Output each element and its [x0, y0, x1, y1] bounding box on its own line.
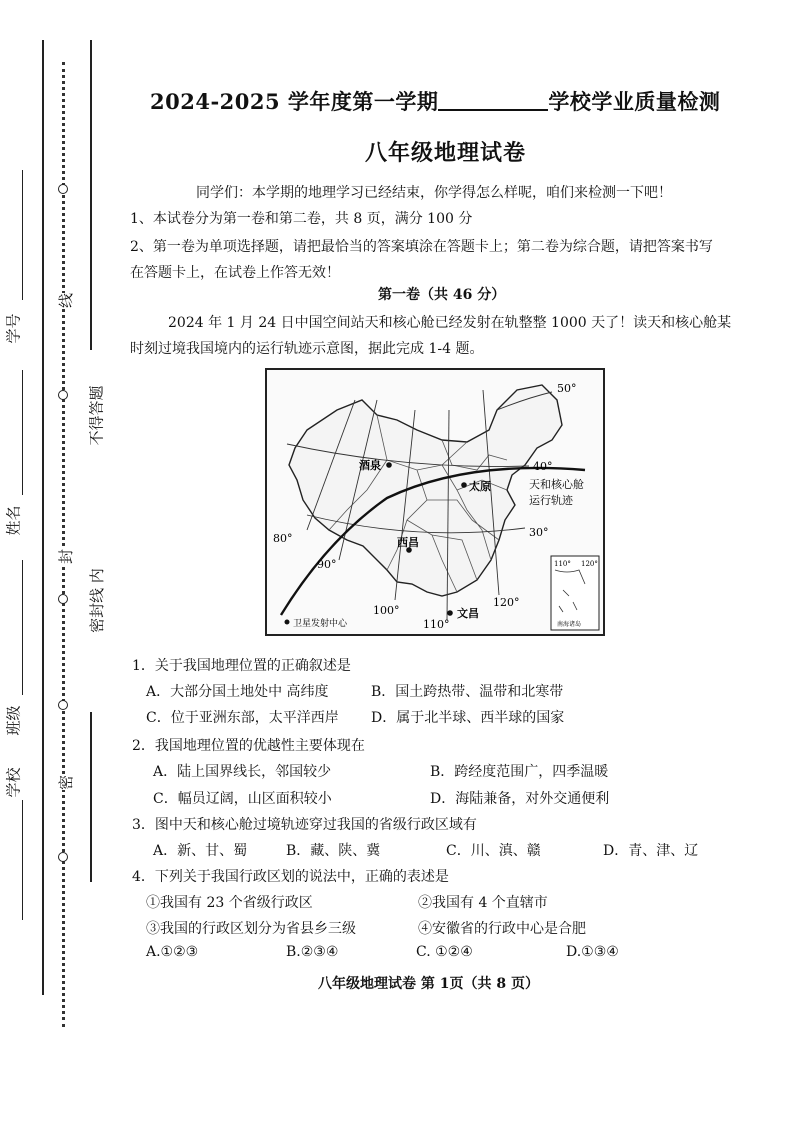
class-blank[interactable] — [22, 560, 23, 695]
binding-border-line — [42, 40, 44, 995]
binding-inner-line-bottom — [90, 712, 92, 882]
name-label: 姓名 — [4, 505, 23, 536]
student-id-blank[interactable] — [22, 170, 23, 300]
question-4-statement-2: ②我国有 4 个直辖市 — [418, 895, 548, 911]
seal-circle — [58, 852, 68, 862]
inset-120-label: 120° — [581, 560, 598, 568]
question-4-statement-4: ④安徽省的行政中心是合肥 — [418, 921, 586, 937]
class-label: 班级 — [4, 705, 23, 736]
seal-char-xian: 线 — [57, 292, 76, 309]
question-3-option-b[interactable]: B．藏、陕、冀 — [286, 843, 381, 859]
seal-circle — [58, 594, 68, 604]
school-label: 学校 — [4, 767, 23, 798]
taiyuan-site-marker — [461, 482, 467, 488]
question-4-option-b[interactable]: B.②③④ — [286, 944, 339, 960]
question-1-option-c[interactable]: C．位于亚洲东部，太平洋西岸 — [146, 710, 339, 726]
lon-110-label: 110° — [423, 618, 450, 631]
exam-title — [150, 86, 750, 116]
question-4-statement-3: ③我国的行政区划分为省县乡三级 — [146, 921, 356, 937]
seal-circle — [58, 390, 68, 400]
lat-30-label: 30° — [529, 526, 549, 539]
exam-title-right: 学校学业质量检测 — [548, 89, 721, 114]
inside-seal-line-notice: 密封线 内 — [87, 568, 106, 633]
school-name-blank[interactable] — [438, 91, 548, 111]
question-4-option-c[interactable]: C. ①②④ — [416, 944, 473, 960]
question-4-statement-1: ①我国有 23 个省级行政区 — [146, 895, 313, 911]
question-2-option-d[interactable]: D．海陆兼备，对外交通便利 — [430, 791, 610, 807]
question-4-option-a[interactable]: A.①②③ — [146, 944, 199, 960]
lon-120-label: 120° — [493, 596, 520, 609]
intro-note-2-line-1: 2、第一卷为单项选择题，请把最恰当的答案填涂在答题卡上；第二卷为综合题，请把答案书写 — [130, 239, 713, 255]
xichang-label: 西昌 — [397, 536, 419, 549]
binding-inner-line-top — [90, 40, 92, 350]
section-stem-line-2: 时刻过境我国境内的运行轨迹示意图，据此完成 1-4 题。 — [130, 341, 484, 357]
question-3-stem: 3．图中天和核心舱过境轨迹穿过我国的省级行政区域有 — [132, 817, 477, 833]
exam-subtitle: 八年级地理试卷 — [365, 140, 527, 166]
seal-circle — [58, 184, 68, 194]
lat-50-label: 50° — [557, 382, 577, 395]
taiyuan-label: 太原 — [469, 480, 491, 493]
lon-100-label: 100° — [373, 604, 400, 617]
question-1-stem: 1．关于我国地理位置的正确叙述是 — [132, 658, 351, 674]
inset-caption: 南海诸岛 — [557, 621, 582, 628]
wenchang-site-marker — [447, 610, 453, 616]
student-id-label: 学号 — [4, 313, 23, 344]
question-2-option-c[interactable]: C．幅员辽阔，山区面积较小 — [153, 791, 332, 807]
question-1-option-a[interactable]: A．大部分国土地处中 高纬度 — [146, 684, 329, 700]
intro-note-2-line-2: 在答题卡上，在试卷上作答无效！ — [130, 265, 340, 281]
question-2-option-b[interactable]: B．跨经度范围广，四季温暖 — [430, 764, 609, 780]
exam-title-left: 2024-2025 学年度第一学期 — [150, 89, 439, 114]
orbit-map-svg — [267, 370, 603, 634]
lat-40-label: 40° — [533, 460, 553, 473]
question-4-option-d[interactable]: D.①③④ — [566, 944, 619, 960]
section-stem-line-1: 2024 年 1 月 24 日中国空间站天和核心舱已经发射在轨整整 1000 天了！读天和核心舱某 — [168, 315, 732, 331]
wenchang-label: 文昌 — [457, 607, 479, 620]
question-2-option-a[interactable]: A．陆上国界线长，邻国较少 — [153, 764, 332, 780]
question-1-option-d[interactable]: D．属于北半球、西半球的国家 — [371, 710, 565, 726]
question-3-option-a[interactable]: A．新、甘、蜀 — [153, 843, 248, 859]
jiuquan-label: 酒泉 — [359, 459, 381, 472]
name-blank[interactable] — [22, 370, 23, 495]
question-4-stem: 4．下列关于我国行政区划的说法中，正确的表述是 — [132, 869, 449, 885]
orbit-label-line-2: 运行轨迹 — [529, 494, 573, 507]
intro-greeting: 同学们：本学期的地理学习已经结束，你学得怎么样呢，咱们来检测一下吧！ — [196, 185, 672, 201]
legend-label: 卫星发射中心 — [293, 619, 348, 629]
orbit-map — [265, 368, 605, 636]
question-3-option-c[interactable]: C．川、滇、赣 — [446, 843, 541, 859]
question-2-stem: 2．我国地理位置的优越性主要体现在 — [132, 738, 365, 754]
inset-110-label: 110° — [554, 560, 571, 568]
question-1-option-b[interactable]: B．国土跨热带、温带和北寒带 — [371, 684, 564, 700]
lon-80-label: 80° — [273, 532, 293, 545]
seal-char-mi: 密 — [57, 774, 76, 791]
no-answer-notice: 不得答题 — [87, 385, 106, 446]
jiuquan-site-marker — [386, 462, 392, 468]
seal-dotted-line — [62, 62, 69, 1027]
seal-circle — [58, 700, 68, 710]
school-blank[interactable] — [22, 800, 23, 920]
intro-note-1: 1、本试卷分为第一卷和第二卷，共 8 页，满分 100 分 — [130, 211, 473, 227]
page-footer: 八年级地理试卷 第 1页（共 8 页） — [318, 976, 539, 992]
seal-char-feng: 封 — [57, 548, 76, 565]
section-title: 第一卷（共 46 分） — [378, 287, 506, 303]
lon-90-label: 90° — [317, 558, 337, 571]
legend-marker — [285, 620, 290, 625]
question-3-option-d[interactable]: D．青、津、辽 — [603, 843, 699, 859]
orbit-label-line-1: 天和核心舱 — [529, 478, 584, 491]
